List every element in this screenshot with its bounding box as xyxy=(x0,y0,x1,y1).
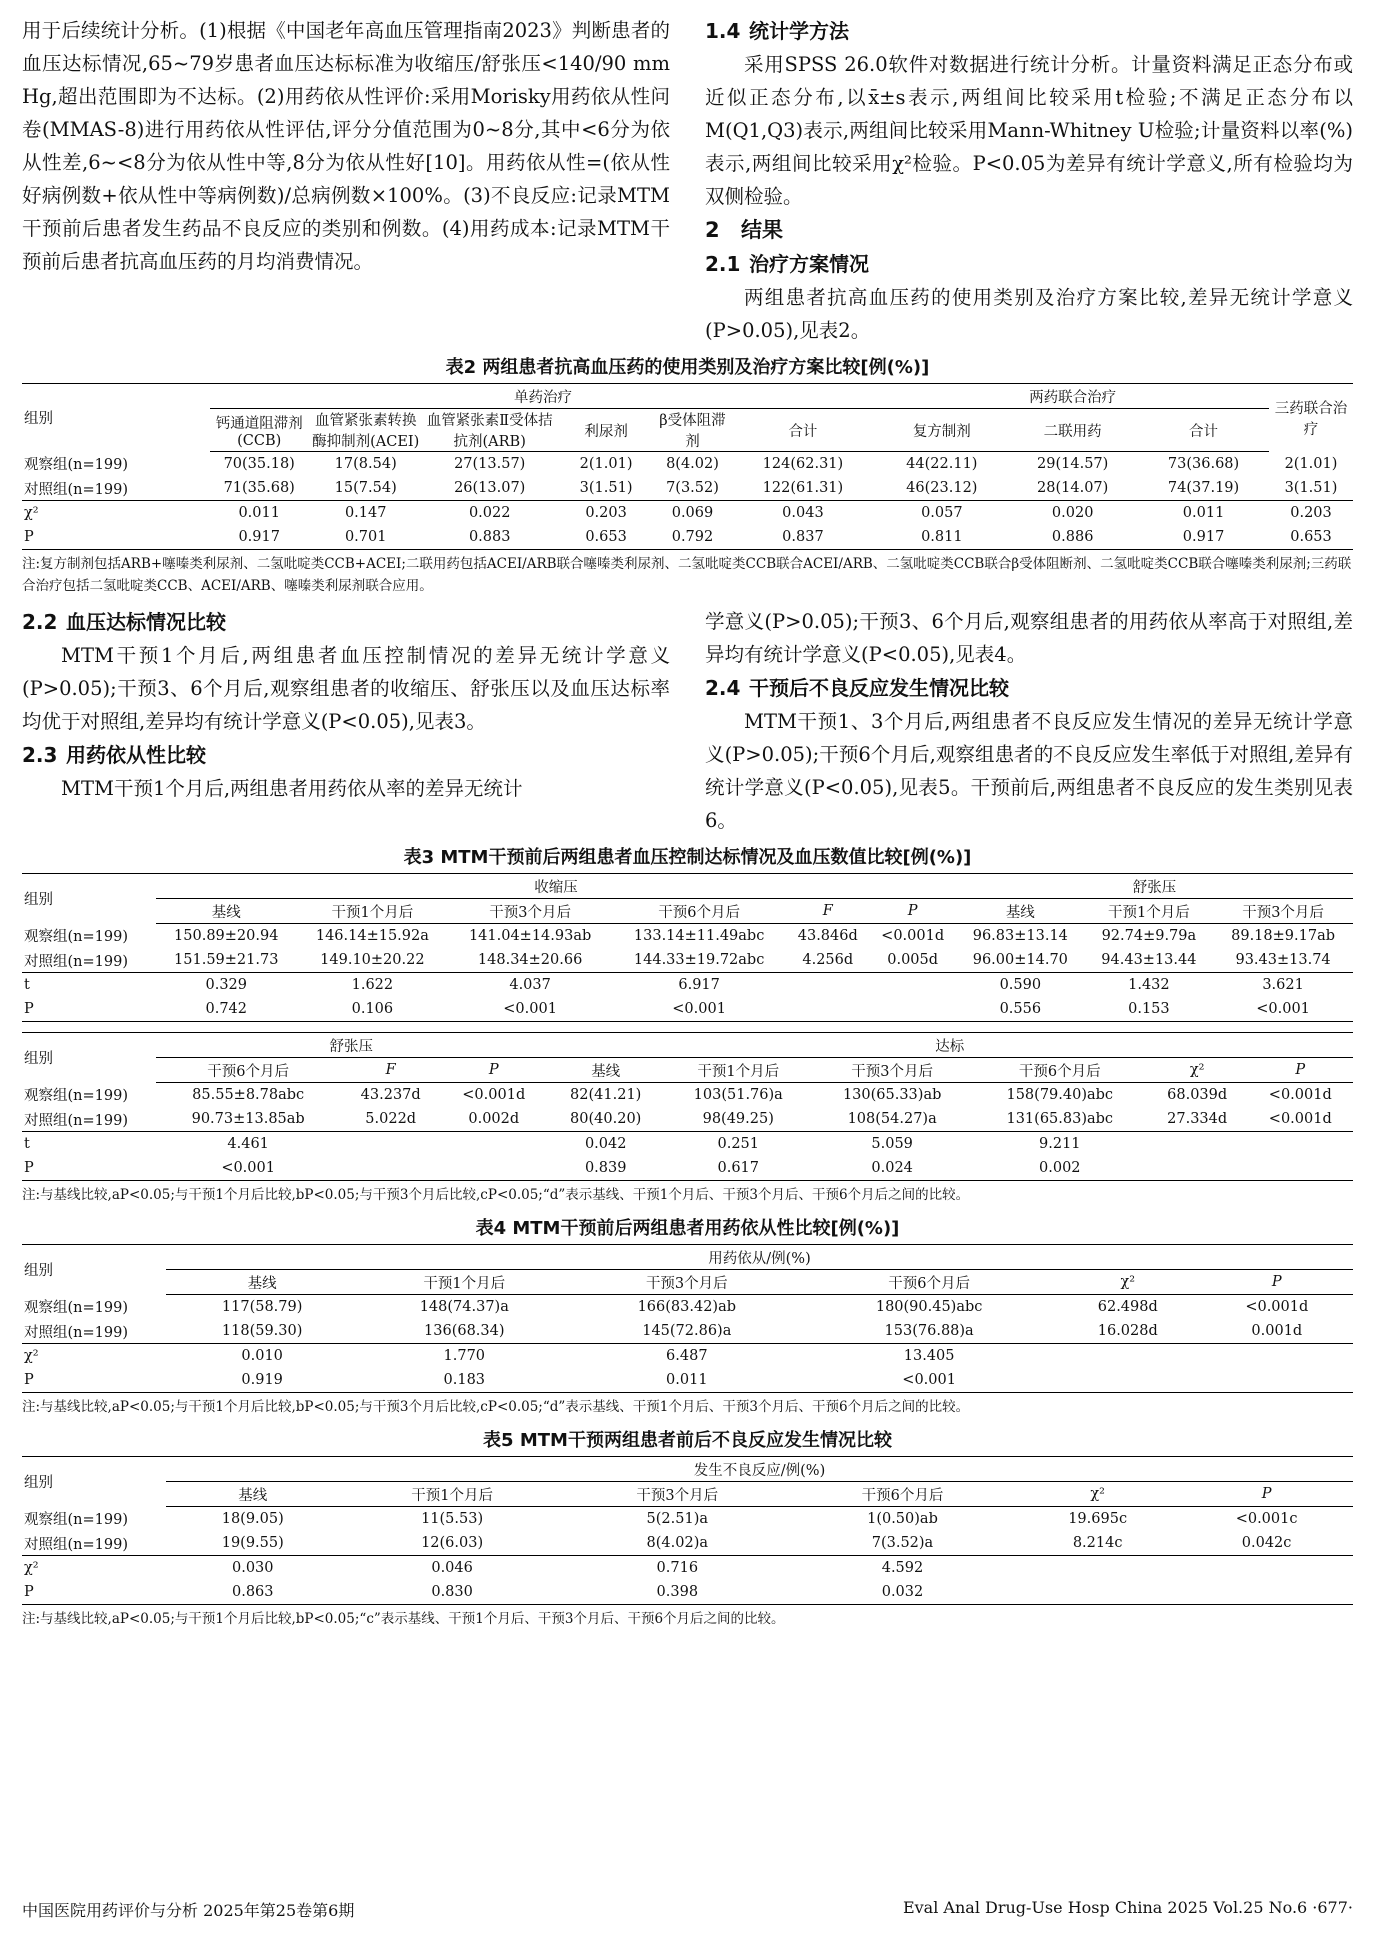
row-label: 观察组(n=199) xyxy=(24,457,128,474)
table-cell: 4.256d xyxy=(786,948,869,973)
t2-triple-header: 三药联合治疗 xyxy=(1269,384,1353,452)
table-cell xyxy=(1180,1556,1353,1581)
t4-h-5: P xyxy=(1201,1270,1353,1295)
table-cell: <0.001d xyxy=(881,928,945,944)
section-2-1-heading: 2.1 治疗方案情况 xyxy=(705,252,869,276)
t3-h1-0: 基线 xyxy=(156,899,297,924)
t3-h2-4: 干预1个月后 xyxy=(665,1058,812,1083)
table-cell: 0.203 xyxy=(585,505,627,521)
table-cell xyxy=(786,973,869,998)
table-row xyxy=(22,1556,1353,1581)
table-cell: 19.695c xyxy=(1068,1511,1128,1527)
t3-h1-4: F xyxy=(786,899,869,924)
table-cell: 13.405 xyxy=(903,1348,955,1364)
table5-note: 注:与基线比较,aP<0.05;与干预1个月后比较,bP<0.05;“c”表示基线、干预1个月后、干预3个月后、干预6个月后之间的比较。 xyxy=(22,1611,785,1627)
table-cell: 94.43±13.44 xyxy=(1085,948,1214,973)
table-cell: 153(76.88)a xyxy=(803,1319,1055,1344)
row-label: χ² xyxy=(24,1560,39,1576)
table-cell: 118(59.30) xyxy=(166,1319,358,1344)
table-cell: 151.59±21.73 xyxy=(156,948,297,973)
table-cell: 148.34±20.66 xyxy=(448,948,612,973)
table-cell: 29(14.57) xyxy=(1037,456,1109,472)
table-cell: 44(22.11) xyxy=(906,456,978,472)
table-cell: 3(1.51) xyxy=(1269,476,1353,501)
table-cell: 124(62.31) xyxy=(762,456,844,472)
middle-columns xyxy=(22,605,1353,837)
t3-h2-7: χ² xyxy=(1147,1058,1248,1083)
table-cell: 0.032 xyxy=(790,1580,1015,1605)
t2-h-diuretic: 利尿剂 xyxy=(557,409,656,452)
table-cell: 9.211 xyxy=(1039,1136,1081,1152)
table-cell xyxy=(1248,1156,1353,1181)
t2-h-beta: β受体阻滞剂 xyxy=(655,409,729,452)
table-cell: 5(2.51)a xyxy=(646,1511,709,1527)
table-cell: 136(68.34) xyxy=(358,1319,570,1344)
table-row xyxy=(22,1156,1353,1181)
table-cell: 71(35.68) xyxy=(210,476,309,501)
table-cell: 0.839 xyxy=(546,1156,664,1181)
t4-h-3: 干预6个月后 xyxy=(803,1270,1055,1295)
t2-h-arb: 血管紧张素Ⅱ受体拮抗剂(ARB) xyxy=(423,409,557,452)
table-cell: <0.001 xyxy=(612,997,786,1022)
section-2-heading: 2 结果 xyxy=(705,218,783,242)
table-row xyxy=(22,997,1353,1022)
table-cell xyxy=(786,997,869,1022)
t3-h2-2: P xyxy=(441,1058,546,1083)
t5-h-0: 基线 xyxy=(166,1482,340,1507)
table-cell: 12(6.03) xyxy=(340,1531,565,1556)
table-cell xyxy=(1180,1580,1353,1605)
table-cell: 73(36.68) xyxy=(1167,456,1240,472)
table-cell: 8.214c xyxy=(1015,1531,1180,1556)
table-cell: <0.001d xyxy=(1248,1107,1353,1132)
row-label: P xyxy=(22,1368,166,1393)
t3-h2-3: 基线 xyxy=(546,1058,664,1083)
table2-note: 注:复方制剂包括ARB+噻嗪类利尿剂、二氢吡啶类CCB+ACEI;二联用药包括ACEI/ARB联合噻嗪类利尿剂、二氢吡啶类CCB联合ACEI/ARB、二氢吡啶类CCB联合β受体阻断剂、二氢吡啶类CCB联合噻嗪类利尿剂;三药联合治疗包括二氢吡啶类CCB、ACEI/ARB、噻嗪类利尿剂联合应用。 xyxy=(22,556,1352,594)
t2-body xyxy=(22,452,1353,550)
table-cell: 133.14±11.49abc xyxy=(633,928,765,944)
table-cell: <0.001 xyxy=(1213,997,1353,1022)
table-cell: 0.043 xyxy=(782,505,824,521)
t3-h2-0: 干预6个月后 xyxy=(156,1058,340,1083)
table-cell: <0.001c xyxy=(1235,1511,1298,1527)
table-cell: 0.020 xyxy=(1051,505,1094,521)
row-label: t xyxy=(24,1136,30,1152)
table-cell: 0.002d xyxy=(441,1107,546,1132)
t2-group-header: 组别 xyxy=(22,384,210,452)
table-cell xyxy=(1147,1132,1248,1157)
table-cell: 98(49.25) xyxy=(665,1107,812,1132)
table-cell: 166(83.42)ab xyxy=(637,1299,737,1315)
table-cell xyxy=(1055,1344,1201,1369)
table-cell: 15(7.54) xyxy=(309,476,423,501)
row-label: 观察组(n=199) xyxy=(24,1300,128,1317)
table-row xyxy=(22,1083,1353,1108)
row-label: 对照组(n=199) xyxy=(22,476,210,501)
table-row xyxy=(22,1132,1353,1157)
table-row xyxy=(22,948,1353,973)
table-cell: 43.846d xyxy=(797,928,858,944)
t5-h-4: χ² xyxy=(1015,1482,1180,1507)
table-cell: <0.001d xyxy=(1245,1299,1309,1315)
t4-span-header: 用药依从/例(%) xyxy=(166,1245,1353,1270)
table-cell: 1(0.50)ab xyxy=(867,1511,938,1527)
row-label: P xyxy=(22,525,210,550)
t5-h-1: 干预1个月后 xyxy=(340,1482,565,1507)
page-footer xyxy=(22,1898,1353,1921)
table-row xyxy=(22,525,1353,550)
table-cell: 144.33±19.72abc xyxy=(612,948,786,973)
left-column xyxy=(22,14,670,347)
bp-paragraph: MTM干预1个月后,两组患者血压控制情况的差异无统计学意义(P>0.05);干预3、6个月后,观察组患者的收缩压、舒张压以及血压达标率均优于对照组,差异均有统计学意义(P<0.05),见表3。 xyxy=(22,644,670,733)
table-cell: 148(74.37)a xyxy=(419,1299,509,1315)
table-cell: 6.487 xyxy=(666,1348,708,1364)
table-cell: 8(4.02) xyxy=(666,456,719,472)
table-cell: 0.057 xyxy=(921,505,963,521)
row-label: P xyxy=(22,1580,166,1605)
right-column xyxy=(705,14,1353,347)
table-cell: <0.001 xyxy=(156,1156,340,1181)
row-label: χ² xyxy=(24,505,39,521)
table-cell xyxy=(1147,1156,1248,1181)
stats-paragraph: 采用SPSS 26.0软件对数据进行统计分析。计量资料满足正态分布或近似正态分布,以x̄±s表示,两组间比较采用t检验;不满足正态分布以M(Q1,Q3)表示,两组间比较采用Mann-Whitney U检验;计量资料以率(%)表示,两组间比较采用χ²检验。P<0.05为差异有统计学意义,所有检验均为双侧检验。 xyxy=(705,53,1353,208)
table-cell: 117(58.79) xyxy=(221,1299,303,1315)
table-cell: 108(54.27)a xyxy=(812,1107,973,1132)
table-cell: 141.04±14.93ab xyxy=(468,928,592,944)
table-cell: 89.18±9.17ab xyxy=(1231,928,1335,944)
table-cell: 0.106 xyxy=(297,997,449,1022)
table-cell xyxy=(869,997,956,1022)
adherence-paragraph-cont: 学意义(P>0.05);干预3、6个月后,观察组患者的用药依从率高于对照组,差异均有统计学意义(P<0.05),见表4。 xyxy=(705,610,1353,666)
t2-h-acei: 血管紧张素转换酶抑制剂(ACEI) xyxy=(309,409,423,452)
table-cell: 46(23.12) xyxy=(876,476,1007,501)
table-cell: 4.592 xyxy=(881,1560,924,1576)
table-cell xyxy=(340,1156,441,1181)
table-row xyxy=(22,973,1353,998)
t2-h-sum1: 合计 xyxy=(729,409,876,452)
table-cell: 68.039d xyxy=(1167,1087,1228,1103)
table-cell xyxy=(1201,1368,1353,1393)
table-cell: 0.701 xyxy=(309,525,423,550)
table3-caption: 表3 MTM干预前后两组患者血压控制达标情况及血压数值比较[例(%)] xyxy=(403,847,972,868)
table-cell: 131(65.83)abc xyxy=(973,1107,1147,1132)
t4-h-1: 干预1个月后 xyxy=(358,1270,570,1295)
table-cell: 0.046 xyxy=(431,1560,473,1576)
table-cell: 0.005d xyxy=(869,948,956,973)
table-cell: 1.622 xyxy=(351,977,394,993)
table-row xyxy=(22,924,1353,949)
t4-h-4: χ² xyxy=(1055,1270,1201,1295)
t3-h1-2: 干预3个月后 xyxy=(448,899,612,924)
table-row xyxy=(22,452,1353,477)
table-cell: 0.556 xyxy=(956,997,1085,1022)
section-2-2-heading: 2.2 血压达标情况比较 xyxy=(22,610,226,634)
table-cell: 0.010 xyxy=(241,1348,283,1364)
table-cell: 19(9.55) xyxy=(166,1531,340,1556)
table-row xyxy=(22,1531,1353,1556)
table-cell: 0.042c xyxy=(1180,1531,1353,1556)
t3b-dbp-header: 舒张压 xyxy=(156,1033,546,1058)
table3-part1 xyxy=(22,873,1353,1022)
row-label: 观察组(n=199) xyxy=(24,1512,128,1529)
table-cell: 0.203 xyxy=(1290,505,1332,521)
t3-h1-1: 干预1个月后 xyxy=(297,899,449,924)
row-label: 对照组(n=199) xyxy=(22,1531,166,1556)
adherence-paragraph: MTM干预1个月后,两组患者用药依从率的差异无统计 xyxy=(61,777,523,800)
methods-paragraph: 用于后续统计分析。(1)根据《中国老年高血压管理指南2023》判断患者的血压达标情况,65~79岁患者血压达标标准为收缩压/舒张压<140/90 mm Hg,超出范围即为不达标。(2)用药依从性评价:采用Morisky用药依从性问卷(MMAS-8)进行用药依从性评估,评分分值范围为0~8分,其中<6分为依从性差,6~<8分为依从性中等,8分为依从性好[10]。用药依从性=(依从性好病例数+依从性中等病例数)/总病例数×100%。(3)不良反应:记录MTM干预前后患者发生药品不良反应的类别和例数。(4)用药成本:记录MTM干预前后患者抗高血压药的月均消费情况。 xyxy=(22,19,670,273)
table-cell: 0.183 xyxy=(358,1368,570,1393)
table-cell: 82(41.21) xyxy=(570,1087,642,1103)
table-cell xyxy=(1201,1344,1353,1369)
table-cell: 11(5.53) xyxy=(421,1511,484,1527)
table2 xyxy=(22,383,1353,550)
t3-h1-7: 干预1个月后 xyxy=(1085,899,1214,924)
table-cell: 122(61.31) xyxy=(729,476,876,501)
t3-h1-5: P xyxy=(869,899,956,924)
t4-body xyxy=(22,1295,1353,1393)
table-cell: 149.10±20.22 xyxy=(297,948,449,973)
table-cell: 0.030 xyxy=(232,1560,274,1576)
table-cell: 0.001d xyxy=(1201,1319,1353,1344)
table-cell: 0.590 xyxy=(999,977,1042,993)
t5-h-5: P xyxy=(1180,1482,1353,1507)
table-cell xyxy=(1015,1556,1180,1581)
t2-h-compound: 复方制剂 xyxy=(876,409,1007,452)
table-cell: 158(79.40)abc xyxy=(1006,1087,1114,1103)
table-row xyxy=(22,1580,1353,1605)
t3b-group-header: 组别 xyxy=(22,1033,156,1083)
t3-h2-6: 干预6个月后 xyxy=(973,1058,1147,1083)
row-label: 观察组(n=199) xyxy=(24,1088,128,1105)
t3b-reach-header: 达标 xyxy=(546,1033,1353,1058)
table-cell: 0.024 xyxy=(812,1156,973,1181)
table-cell: 90.73±13.85ab xyxy=(156,1107,340,1132)
table-cell: 0.742 xyxy=(156,997,297,1022)
table-cell: 0.653 xyxy=(557,525,656,550)
table-row xyxy=(22,501,1353,526)
table-row xyxy=(22,1368,1353,1393)
table-cell: 43.237d xyxy=(360,1087,421,1103)
table-cell: 0.716 xyxy=(656,1560,699,1576)
table-row xyxy=(22,1319,1353,1344)
table-row xyxy=(22,1107,1353,1132)
table-cell: 0.398 xyxy=(565,1580,790,1605)
table-cell: <0.001d xyxy=(1268,1087,1332,1103)
table2-caption: 表2 两组患者抗高血压药的使用类别及治疗方案比较[例(%)] xyxy=(445,357,930,378)
table-cell: <0.001d xyxy=(462,1087,526,1103)
table-cell: 0.617 xyxy=(665,1156,812,1181)
t3-h2-5: 干预3个月后 xyxy=(812,1058,973,1083)
mid-left-column xyxy=(22,605,670,837)
table-cell: 0.042 xyxy=(584,1136,627,1152)
t3-h1-6: 基线 xyxy=(956,899,1085,924)
top-columns xyxy=(22,14,1353,347)
table5 xyxy=(22,1456,1353,1605)
table-cell: 0.147 xyxy=(344,505,387,521)
table-cell xyxy=(1015,1580,1180,1605)
t4-h-2: 干预3个月后 xyxy=(570,1270,803,1295)
t3-h1-8: 干预3个月后 xyxy=(1213,899,1353,924)
table-cell: <0.001 xyxy=(803,1368,1055,1393)
t3-h2-8: P xyxy=(1248,1058,1353,1083)
table-cell: 80(40.20) xyxy=(546,1107,664,1132)
t3-sbp-header: 收缩压 xyxy=(156,874,956,899)
table-cell: 28(14.07) xyxy=(1007,476,1138,501)
table-cell: 62.498d xyxy=(1097,1299,1158,1315)
table-cell: 0.792 xyxy=(655,525,729,550)
row-label: 对照组(n=199) xyxy=(22,948,156,973)
table-cell: 85.55±8.78abc xyxy=(192,1087,305,1103)
section-2-3-heading: 2.3 用药依从性比较 xyxy=(22,743,206,767)
table-cell xyxy=(441,1132,546,1157)
table-cell: 180(90.45)abc xyxy=(875,1299,983,1315)
table-cell: 150.89±20.94 xyxy=(174,928,279,944)
table-cell: 8(4.02)a xyxy=(565,1531,790,1556)
table-cell: 17(8.54) xyxy=(334,456,397,472)
row-label: 观察组(n=199) xyxy=(24,929,128,946)
table-cell: 0.011 xyxy=(238,505,280,521)
table-cell xyxy=(1055,1368,1201,1393)
t3-h1-3: 干预6个月后 xyxy=(612,899,786,924)
table-cell: 5.022d xyxy=(340,1107,441,1132)
table-row xyxy=(22,1295,1353,1320)
table-cell: 145(72.86)a xyxy=(570,1319,803,1344)
t3-group-header: 组别 xyxy=(22,874,156,924)
table4-caption: 表4 MTM干预前后两组患者用药依从性比较[例(%)] xyxy=(475,1218,900,1239)
table-cell: 16.028d xyxy=(1055,1319,1201,1344)
footer-journal-en: Eval Anal Drug-Use Hosp China 2025 Vol.25 No.6 ·677· xyxy=(902,1898,1353,1917)
table-cell: 0.886 xyxy=(1007,525,1138,550)
table-cell: 0.011 xyxy=(1182,505,1225,521)
table-row xyxy=(22,1344,1353,1369)
table-cell: 0.251 xyxy=(717,1136,759,1152)
table-cell: 7(3.52)a xyxy=(790,1531,1015,1556)
table-cell: 5.059 xyxy=(871,1136,913,1152)
row-label: χ² xyxy=(24,1348,39,1364)
table-cell: 0.153 xyxy=(1085,997,1214,1022)
t2-dual-header: 两药联合治疗 xyxy=(876,384,1269,409)
t2-h-ccb: 钙通道阻滞剂(CCB) xyxy=(210,409,309,452)
table-cell: 93.43±13.74 xyxy=(1213,948,1353,973)
table-cell: 0.011 xyxy=(570,1368,803,1393)
table-cell: 0.022 xyxy=(468,505,511,521)
footer-journal-cn: 中国医院用药评价与分析 2025年第25卷第6期 xyxy=(22,1901,355,1920)
row-label: P xyxy=(22,1156,156,1181)
table-cell: 0.917 xyxy=(210,525,309,550)
table-cell: 0.863 xyxy=(166,1580,340,1605)
table-cell: 0.653 xyxy=(1269,525,1353,550)
table-cell: <0.001 xyxy=(448,997,612,1022)
table5-caption: 表5 MTM干预两组患者前后不良反应发生情况比较 xyxy=(483,1430,892,1451)
table-cell: 4.037 xyxy=(509,977,551,993)
table3-part2 xyxy=(22,1032,1353,1181)
t5-h-2: 干预3个月后 xyxy=(565,1482,790,1507)
table-cell xyxy=(340,1132,441,1157)
table-cell xyxy=(441,1156,546,1181)
table3-note: 注:与基线比较,aP<0.05;与干预1个月后比较,bP<0.05;与干预3个月后比较,cP<0.05;“d”表示基线、干预1个月后、干预3个月后、干预6个月后之间的比较。 xyxy=(22,1187,970,1203)
table-cell: 3(1.51) xyxy=(557,476,656,501)
table-cell: 146.14±15.92a xyxy=(315,928,429,944)
table-cell: 0.811 xyxy=(876,525,1007,550)
table-cell: 96.83±13.14 xyxy=(972,928,1068,944)
t3-body1 xyxy=(22,924,1353,1022)
adverse-paragraph: MTM干预1、3个月后,两组患者不良反应发生情况的差异无统计学意义(P>0.05);干预6个月后,观察组患者的不良反应发生率低于对照组,差异有统计学意义(P<0.05),见表5。干预前后,两组患者不良反应的发生类别见表6。 xyxy=(705,710,1353,832)
t4-h-0: 基线 xyxy=(166,1270,358,1295)
table-cell: 27.334d xyxy=(1147,1107,1248,1132)
t5-body xyxy=(22,1507,1353,1605)
row-label: 对照组(n=199) xyxy=(22,1319,166,1344)
t4-group-header: 组别 xyxy=(22,1245,166,1295)
row-label: P xyxy=(22,997,156,1022)
table4 xyxy=(22,1244,1353,1393)
row-label: t xyxy=(24,977,30,993)
mid-right-column xyxy=(705,605,1353,837)
table-cell: 7(3.52) xyxy=(655,476,729,501)
t3-h2-1: F xyxy=(340,1058,441,1083)
t2-h-dual: 二联用药 xyxy=(1007,409,1138,452)
table-cell: 3.621 xyxy=(1262,977,1304,993)
table-cell: 0.002 xyxy=(973,1156,1147,1181)
table-cell: 0.069 xyxy=(671,505,714,521)
table-cell: 0.917 xyxy=(1138,525,1269,550)
table-cell xyxy=(869,973,956,998)
section-1-4-heading: 1.4 统计学方法 xyxy=(705,19,849,43)
table-cell: 2(1.01) xyxy=(1284,455,1338,472)
table-cell: 0.837 xyxy=(729,525,876,550)
table-cell: 6.917 xyxy=(678,977,720,993)
treatment-paragraph: 两组患者抗高血压药的使用类别及治疗方案比较,差异无统计学意义(P>0.05),见表2。 xyxy=(705,286,1353,342)
table-cell: 2(1.01) xyxy=(579,456,633,472)
row-label: 对照组(n=199) xyxy=(22,1107,156,1132)
table-row xyxy=(22,476,1353,501)
table-cell: 130(65.33)ab xyxy=(842,1087,942,1103)
t2-single-header: 单药治疗 xyxy=(210,384,877,409)
t5-group-header: 组别 xyxy=(22,1457,166,1507)
t5-h-3: 干预6个月后 xyxy=(790,1482,1015,1507)
table-cell: 74(37.19) xyxy=(1138,476,1269,501)
table-cell: 92.74±9.79a xyxy=(1101,928,1197,944)
t3-body2 xyxy=(22,1083,1353,1181)
table-cell: 0.919 xyxy=(166,1368,358,1393)
table-cell: 70(35.18) xyxy=(223,456,295,472)
t2-h-sum2: 合计 xyxy=(1138,409,1269,452)
t3-dbp-header: 舒张压 xyxy=(956,874,1353,899)
table-cell: 26(13.07) xyxy=(423,476,557,501)
table-cell: 103(51.76)a xyxy=(693,1087,783,1103)
table-cell: 4.461 xyxy=(227,1136,269,1152)
table-cell: 18(9.05) xyxy=(221,1511,284,1527)
table-cell: 96.00±14.70 xyxy=(956,948,1085,973)
t5-span-header: 发生不良反应/例(%) xyxy=(166,1457,1353,1482)
table-cell: 1.432 xyxy=(1128,977,1170,993)
table-cell: 0.830 xyxy=(340,1580,565,1605)
table-row xyxy=(22,1507,1353,1532)
section-2-4-heading: 2.4 干预后不良反应发生情况比较 xyxy=(705,676,1009,700)
table-cell: 0.883 xyxy=(423,525,557,550)
table-cell: 1.770 xyxy=(443,1348,486,1364)
table-cell xyxy=(1248,1132,1353,1157)
paper-page xyxy=(22,14,1353,1638)
table-cell: 0.329 xyxy=(205,977,248,993)
table4-note: 注:与基线比较,aP<0.05;与干预1个月后比较,bP<0.05;与干预3个月后比较,cP<0.05;“d”表示基线、干预1个月后、干预3个月后、干预6个月后之间的比较。 xyxy=(22,1399,970,1415)
table-cell: 27(13.57) xyxy=(454,456,526,472)
